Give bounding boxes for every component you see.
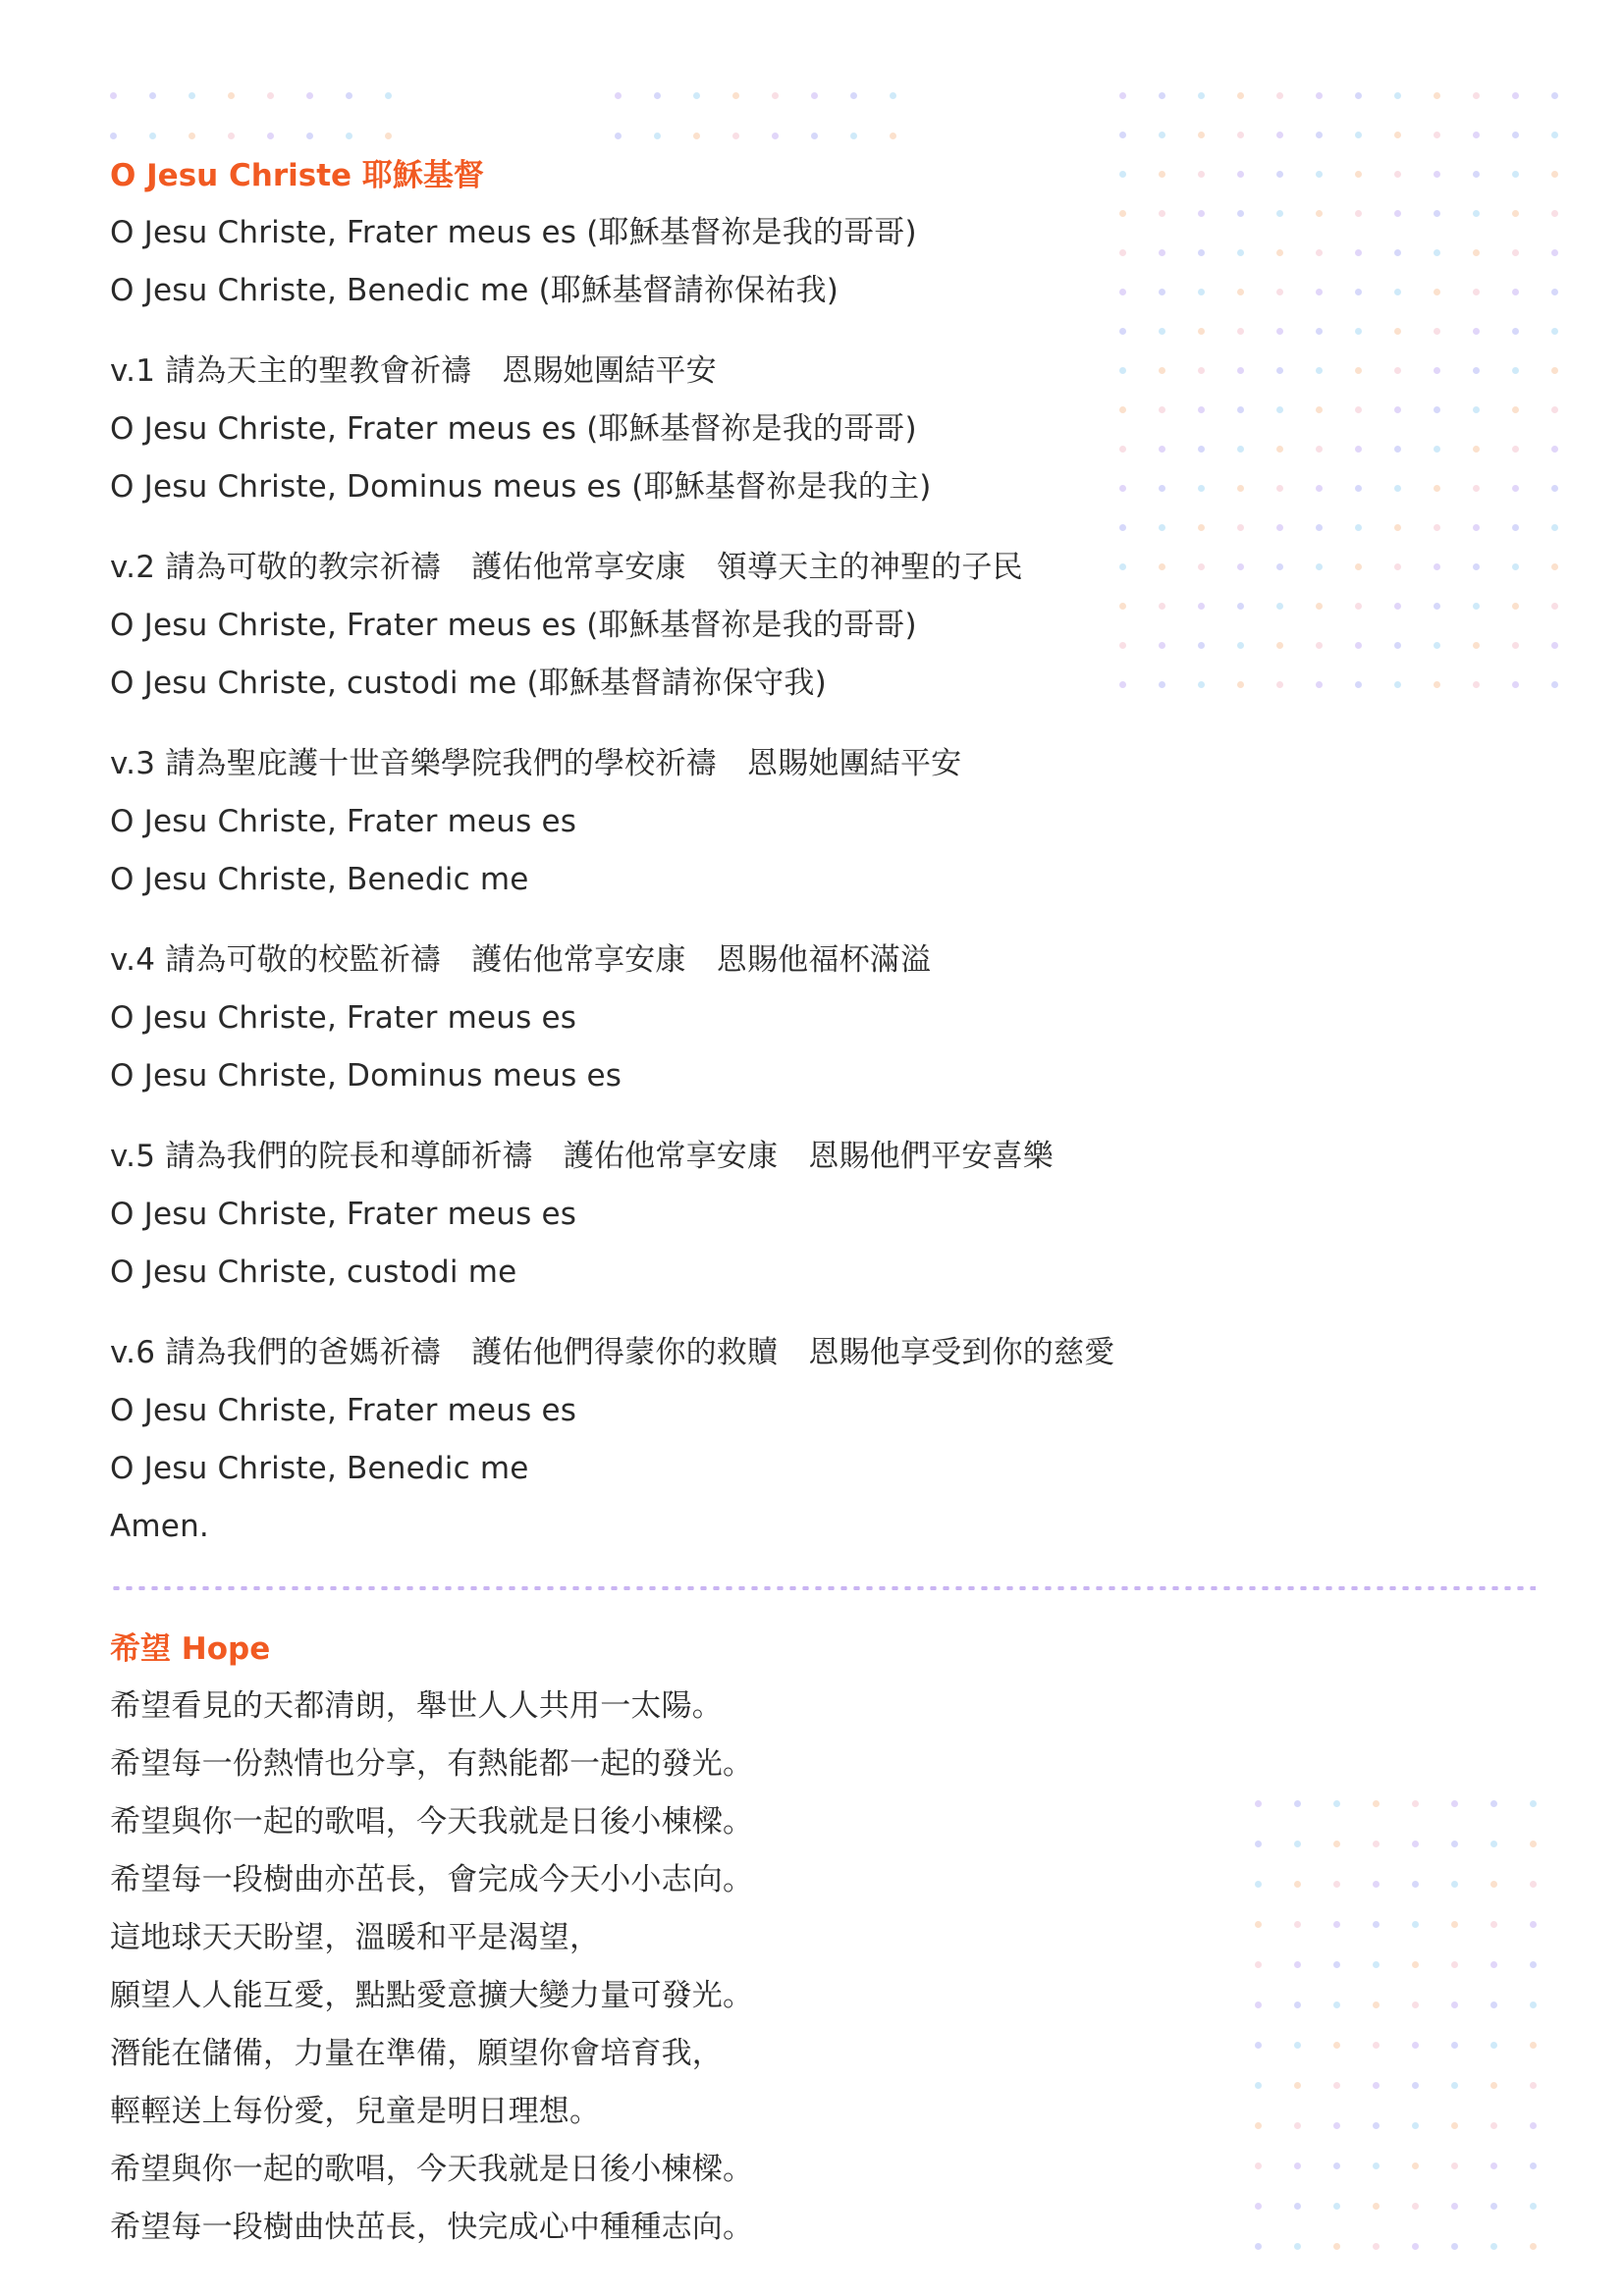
decor-dot: [615, 133, 622, 139]
decor-dot: [1490, 1921, 1497, 1928]
lyric-line: v.5 請為我們的院長和導師祈禱 護佑他常享安康 恩賜他們平安喜樂: [110, 1139, 1054, 1174]
decor-dot: [1490, 1961, 1497, 1968]
decor-dot: [1551, 485, 1558, 492]
lyric-line: Amen.: [110, 1509, 209, 1544]
decor-dot: [1473, 92, 1480, 99]
decor-dot: [1551, 289, 1558, 295]
decor-dot: [1276, 92, 1283, 99]
decor-dot: [1530, 2243, 1537, 2250]
lyric-line: O Jesu Christe, Frater meus es: [110, 1393, 577, 1428]
decor-dot: [385, 133, 392, 139]
decor-dot: [1237, 92, 1244, 99]
song-hope: [110, 1621, 1485, 2257]
lyrics-block: [110, 204, 1485, 1556]
lyric-line: O Jesu Christe, custodi me (耶穌基督請祢保守我): [110, 666, 827, 701]
decor-dot: [1276, 132, 1283, 138]
decor-dot: [850, 92, 857, 99]
decor-dot: [732, 133, 739, 139]
dot-pattern-top-left: [110, 92, 392, 139]
decor-dot: [149, 133, 156, 139]
decor-dot: [228, 133, 235, 139]
lyric-line: O Jesu Christe, Benedic me: [110, 1451, 529, 1486]
lyric-line: 願望人人能互愛，點點愛意擴大變力量可發光。: [110, 1978, 754, 2013]
decor-dot: [1512, 406, 1519, 413]
decor-dot: [110, 92, 117, 99]
lyric-line: 潛能在儲備，力量在準備，願望你會培育我，: [110, 2036, 723, 2071]
decor-dot: [1551, 92, 1558, 99]
lyric-line: 希望每一段樹曲亦茁長，會完成今天小小志向。: [110, 1862, 754, 1897]
decor-dot: [1551, 249, 1558, 256]
song-o-jesu-christe: [110, 147, 1485, 1556]
decor-dot: [1512, 603, 1519, 610]
decor-dot: [1490, 2243, 1497, 2250]
decor-dot: [189, 92, 195, 99]
decor-dot: [1434, 92, 1440, 99]
decor-dot: [1490, 2203, 1497, 2210]
decor-dot: [1551, 446, 1558, 453]
stanza-gap: [110, 713, 1485, 735]
lyric-line: v.1 請為天主的聖教會祈禱 恩賜她團結平安: [110, 353, 717, 389]
stanza-gap: [110, 320, 1485, 343]
decor-dot: [1551, 367, 1558, 374]
decor-dot: [1490, 2082, 1497, 2089]
decor-dot: [1490, 1800, 1497, 1807]
lyric-line: 希望每一份熱情也分享，有熱能都一起的發光。: [110, 1746, 754, 1782]
decor-dot: [1530, 1961, 1537, 1968]
decor-dot: [890, 92, 896, 99]
lyric-line: O Jesu Christe, Dominus meus es: [110, 1058, 623, 1094]
decor-dot: [306, 92, 313, 99]
decor-dot: [1551, 563, 1558, 570]
decor-dot: [1530, 1841, 1537, 1847]
decor-dot: [1512, 249, 1519, 256]
lyric-line: O Jesu Christe, Frater meus es: [110, 1000, 577, 1036]
decor-dot: [732, 92, 739, 99]
decor-dot: [1355, 132, 1362, 138]
decor-dot: [1316, 132, 1323, 138]
lyric-line: 希望每一段樹曲快茁長，快完成心中種種志向。: [110, 2210, 754, 2245]
decor-dot: [1551, 406, 1558, 413]
decor-dot: [1512, 485, 1519, 492]
decor-dot: [1551, 603, 1558, 610]
lyric-line: O Jesu Christe, Benedic me: [110, 862, 529, 897]
decor-dot: [1530, 1881, 1537, 1888]
decor-dot: [1530, 2002, 1537, 2008]
lyric-line: O Jesu Christe, custodi me: [110, 1255, 517, 1290]
decor-dot: [228, 92, 235, 99]
decor-dot: [615, 92, 622, 99]
decor-dot: [1119, 92, 1126, 99]
decor-dot: [1512, 446, 1519, 453]
decor-dot: [1530, 2082, 1537, 2089]
decor-dot: [1473, 132, 1480, 138]
decor-dot: [110, 133, 117, 139]
decor-dot: [1434, 132, 1440, 138]
decor-dot: [811, 133, 818, 139]
decor-dot: [654, 133, 661, 139]
decor-dot: [1530, 2122, 1537, 2129]
lyric-line: O Jesu Christe, Frater meus es: [110, 1197, 577, 1232]
decor-dot: [1198, 92, 1205, 99]
decor-dot: [1530, 2203, 1537, 2210]
decor-dot: [1316, 92, 1323, 99]
decor-dot: [385, 92, 392, 99]
decor-dot: [1512, 289, 1519, 295]
decor-dot: [267, 133, 274, 139]
decor-dot: [306, 133, 313, 139]
lyric-line: v.6 請為我們的爸媽祈禱 護佑他們得蒙你的救贖 恩賜他享受到你的慈愛: [110, 1335, 1115, 1370]
lyric-line: O Jesu Christe, Frater meus es (耶穌基督祢是我的哥哥): [110, 608, 917, 643]
lyric-line: 希望與你一起的歌唱，今天我就是日後小棟樑。: [110, 1804, 754, 1840]
stanza-gap: [110, 909, 1485, 932]
decor-dot: [811, 92, 818, 99]
lyric-line: v.2 請為可敬的教宗祈禱 護佑他常享安康 領導天主的神聖的子民: [110, 550, 1023, 585]
decor-dot: [772, 133, 779, 139]
decor-dot: [772, 92, 779, 99]
decor-dot: [1237, 132, 1244, 138]
decor-dot: [850, 133, 857, 139]
decor-dot: [1490, 2163, 1497, 2169]
song-title: 希望 Hope: [110, 1631, 271, 1667]
decor-dot: [1490, 1841, 1497, 1847]
decor-dot: [1551, 328, 1558, 335]
decor-dot: [1512, 681, 1519, 688]
decor-dot: [1551, 524, 1558, 531]
lyric-line: O Jesu Christe, Frater meus es (耶穌基督祢是我的哥哥): [110, 411, 917, 447]
lyric-line: 這地球天天盼望，溫暖和平是渴望，: [110, 1920, 601, 1955]
decor-dot: [1394, 132, 1401, 138]
decor-dot: [1512, 524, 1519, 531]
song-title: O Jesu Christe 耶穌基督: [110, 158, 484, 193]
lyric-line: O Jesu Christe, Frater meus es: [110, 804, 577, 839]
decor-dot: [1490, 2122, 1497, 2129]
decor-dot: [693, 133, 700, 139]
lyric-line: O Jesu Christe, Dominus meus es (耶穌基督祢是我的主): [110, 469, 932, 505]
decor-dot: [1512, 642, 1519, 649]
decor-dot: [189, 133, 195, 139]
decor-dot: [1530, 1921, 1537, 1928]
decor-dot: [1551, 642, 1558, 649]
decor-dot: [1512, 171, 1519, 178]
decor-dot: [1490, 1881, 1497, 1888]
decor-dot: [1394, 92, 1401, 99]
decor-dot: [1512, 210, 1519, 217]
decor-dot: [1512, 328, 1519, 335]
decor-dot: [1355, 92, 1362, 99]
decor-dot: [1512, 92, 1519, 99]
decor-dot: [1551, 210, 1558, 217]
decor-dot: [654, 92, 661, 99]
lyric-line: v.3 請為聖庇護十世音樂學院我們的學校祈禱 恩賜她團結平安: [110, 746, 962, 781]
stanza-gap: [110, 1105, 1485, 1128]
decor-dot: [890, 133, 896, 139]
decor-dot: [1551, 681, 1558, 688]
decor-dot: [1490, 2042, 1497, 2049]
dot-pattern-top-center: [615, 92, 896, 139]
stanza-gap: [110, 516, 1485, 539]
decor-dot: [1530, 2042, 1537, 2049]
lyrics-block: [110, 1678, 1485, 2257]
decor-dot: [1159, 132, 1165, 138]
lyric-line: v.4 請為可敬的校監祈禱 護佑他常享安康 恩賜他福杯滿溢: [110, 942, 932, 978]
decor-dot: [1198, 132, 1205, 138]
decor-dot: [1530, 1800, 1537, 1807]
decor-dot: [1551, 171, 1558, 178]
decor-dot: [1512, 132, 1519, 138]
decor-dot: [1551, 132, 1558, 138]
decor-dot: [1512, 367, 1519, 374]
decor-dot: [1159, 92, 1165, 99]
decor-dot: [149, 92, 156, 99]
lyric-line: 希望看見的天都清朗，舉世人人共用一太陽。: [110, 1688, 723, 1724]
decor-dot: [1512, 563, 1519, 570]
lyric-line: O Jesu Christe, Frater meus es (耶穌基督祢是我的哥哥): [110, 215, 917, 250]
lyric-line: O Jesu Christe, Benedic me (耶穌基督請祢保祐我): [110, 273, 839, 308]
decor-dot: [267, 92, 274, 99]
decor-dot: [693, 92, 700, 99]
section-divider: [110, 1586, 1536, 1590]
stanza-gap: [110, 1302, 1485, 1324]
decor-dot: [346, 92, 352, 99]
lyric-line: 輕輕送上每份愛，兒童是明日理想。: [110, 2094, 601, 2129]
decor-dot: [346, 133, 352, 139]
lyric-line: 希望與你一起的歌唱，今天我就是日後小棟樑。: [110, 2152, 754, 2187]
decor-dot: [1490, 2002, 1497, 2008]
decor-dot: [1530, 2163, 1537, 2169]
decor-dot: [1119, 132, 1126, 138]
